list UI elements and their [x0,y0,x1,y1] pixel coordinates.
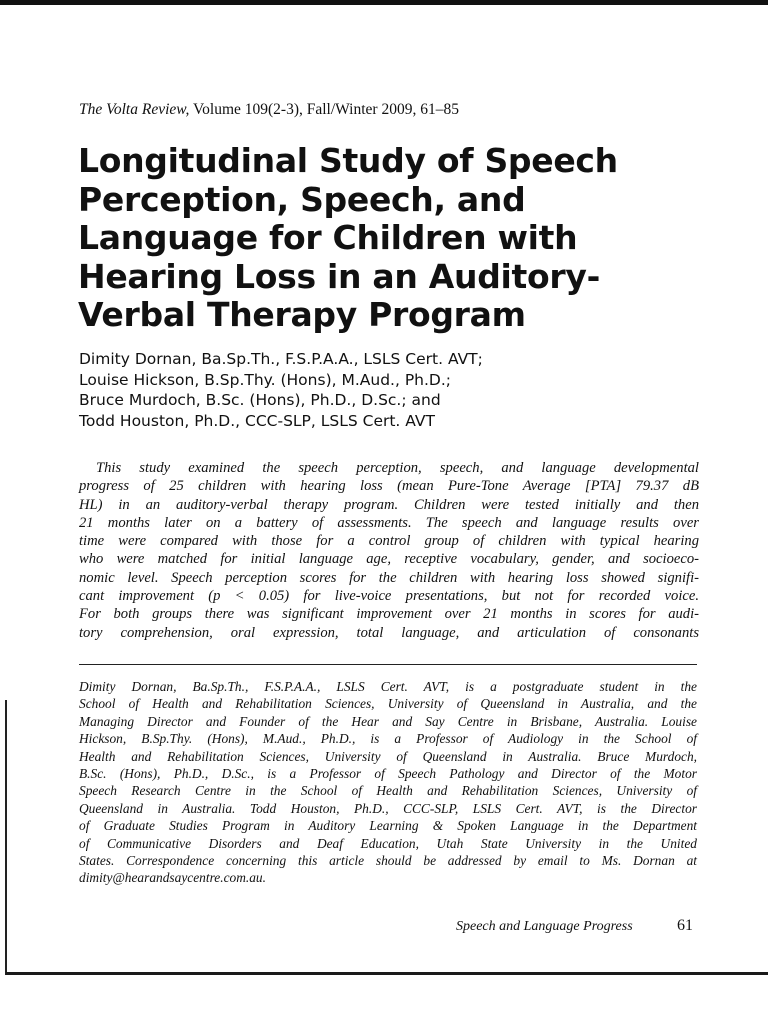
footnote-line: School of Health and Rehabilitation Sciences, University of Queensland in Australia, and the [79,696,697,712]
running-footer: Speech and Language Progress [456,919,633,934]
abstract-line: For both groups there was significant improvement over 21 months in scores for audi- [79,606,699,623]
abstract-line: HL) in an auditory-verbal therapy program. Children were tested initially and then [79,496,699,513]
title-line: Language for Children with [78,218,578,257]
author-affiliations-footnote [79,678,697,887]
author-line: Dimity Dornan, Ba.Sp.Th., F.S.P.A.A., LSLS Cert. AVT; [79,350,483,368]
journal-citation [79,101,459,119]
abstract-line: who were matched for initial language age, receptive vocabulary, gender, and socioeco- [79,551,699,568]
article-title [78,142,718,335]
page-number: 61 [677,917,693,934]
left-scan-edge [5,700,7,975]
abstract-line: tory comprehension, oral expression, total language, and articulation of consonants [79,624,699,641]
abstract-line: progress of 25 children with hearing loss (mean Pure-Tone Average [PTA] 79.37 dB [79,478,699,495]
journal-details: Volume 109(2-3), Fall/Winter 2009, 61–85 [189,101,459,118]
footnote-line: B.Sc. (Hons), Ph.D., D.Sc., is a Professor of Speech Pathology and Director of the Motor [79,766,697,782]
abstract-line: time were compared with those for a control group of children with typical hearing [79,533,699,550]
abstract-line: nomic level. Speech perception scores for the children with hearing loss showed signifi- [79,569,699,586]
footnote-email-line: dimity@hearandsaycentre.com.au. [79,870,266,886]
abstract-line: 21 months later on a battery of assessments. The speech and language results over [79,514,699,531]
title-line: Perception, Speech, and [78,179,526,219]
abstract-line: This study examined the speech perception, speech, and language developmental [96,460,699,476]
abstract-line: cant improvement (p < 0.05) for live-voice presentations, but not for recorded voice. [79,588,699,605]
footnote-line: Dimity Dornan, Ba.Sp.Th., F.S.P.A.A., LSLS Cert. AVT, is a postgraduate student in the [79,679,697,694]
title-line: Longitudinal Study of Speech [78,141,618,180]
footnote-divider [79,664,697,665]
footnote-line: States. Correspondence concerning this article should be addressed by email to Ms. Dornan at [79,853,697,869]
author-line: Bruce Murdoch, B.Sc. (Hons), Ph.D., D.Sc.; and [79,391,441,409]
footnote-line: of Graduate Studies Program in Auditory Learning & Spoken Language in the Department [79,818,697,834]
footnote-line: Health and Rehabilitation Sciences, University of Queensland in Australia. Bruce Murdoch, [79,748,697,764]
footnote-line: Managing Director and Founder of the Hear and Say Centre in Brisbane, Australia. Louise [79,713,697,729]
footnote-line: Hickson, B.Sp.Thy. (Hons), M.Aud., Ph.D., is a Professor of Audiology in the School of [79,731,697,747]
top-border-rule [0,0,768,5]
title-line: Verbal Therapy Program [78,295,526,334]
abstract [79,459,699,642]
journal-name: The Volta Review, [79,101,190,118]
bottom-border-rule [6,972,768,975]
footnote-line: Queensland in Australia. Todd Houston, Ph.D., CCC-SLP, LSLS Cert. AVT, is the Director [79,800,697,816]
author-list [79,349,483,431]
footnote-line: of Communicative Disorders and Deaf Education, Utah State University in the United [79,835,697,851]
author-line: Todd Houston, Ph.D., CCC-SLP, LSLS Cert. AVT [79,411,435,430]
author-line: Louise Hickson, B.Sp.Thy. (Hons), M.Aud., Ph.D.; [79,370,451,389]
title-line: Hearing Loss in an Auditory- [78,256,600,296]
footnote-line: Speech Research Centre in the School of Health and Rehabilitation Sciences, University of [79,783,697,799]
